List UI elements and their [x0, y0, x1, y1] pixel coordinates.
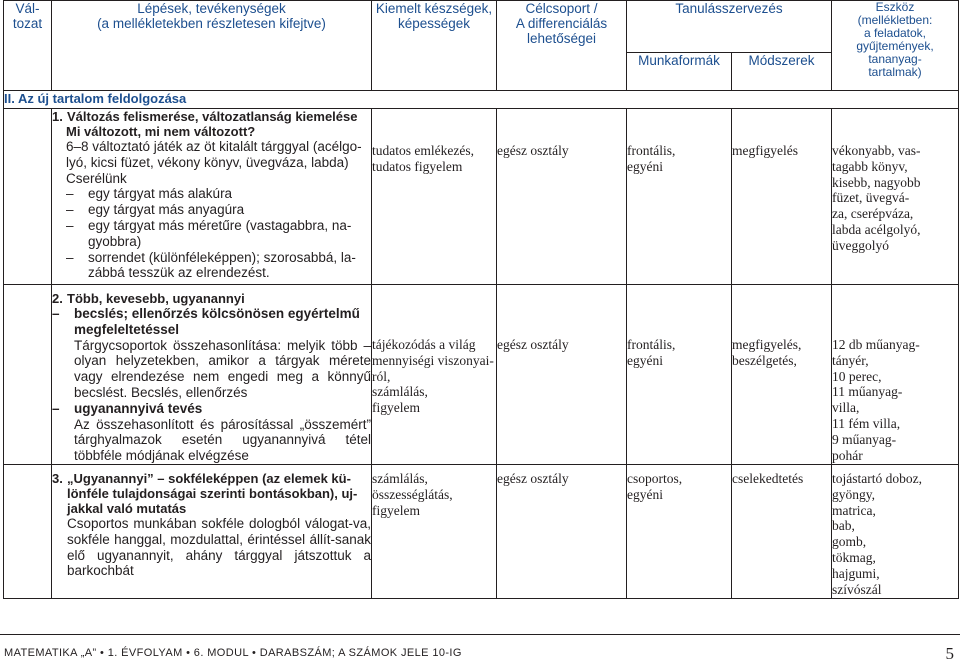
- activity-text: [52, 306, 371, 464]
- keszsegek-cell: tudatos emlékezés, tudatos figyelem: [372, 109, 497, 285]
- munkaformak-cell: frontális, egyéni: [627, 285, 732, 465]
- header-valtozat: Vál- tozat: [4, 1, 52, 91]
- activity-title: „Ugyanannyi” – sokféleképpen (az elemek kü-lönféle tulajdonságai szerinti bontásokban), uj-jakkal való mutatás: [67, 470, 358, 516]
- activity-cell: [52, 285, 372, 465]
- page-footer: [0, 634, 960, 662]
- dash-item: [66, 250, 371, 282]
- activity-number: 1.: [52, 109, 63, 124]
- celcsoport-cell: egész osztály: [497, 109, 627, 285]
- activity-cell: [52, 109, 372, 285]
- eszkoz-cell: vékonyabb, vas- tagabb könyv, kisebb, nagyobb füzet, üvegvá- za, cserépváza, labda acélgolyó, üveggolyó: [832, 109, 959, 285]
- header-keszsegek: Kiemelt készségek, képességek: [372, 1, 497, 91]
- activity-number: 2.: [52, 291, 63, 306]
- celcsoport-cell: egész osztály: [497, 464, 627, 598]
- dash-text: becslés; ellenőrzés kölcsönösen egyértelmű megfeleltetéssel: [74, 306, 360, 337]
- activity-text-line: 6–8 változtató játék az öt kitalált tárggyal (acélgo-: [66, 139, 362, 154]
- header-lepesek: [52, 1, 372, 91]
- activity-text-line: lyó, kicsi füzet, vékony könyv, üvegváza, labda): [66, 154, 349, 170]
- activity-title: Több, kevesebb, ugyanannyi: [67, 291, 245, 306]
- section-title: II. Az új tartalom feldolgozása: [4, 91, 959, 109]
- footer-rule: [0, 634, 960, 635]
- activity-subtitle: Mi változott, mi nem változott?: [66, 124, 256, 139]
- table-row: [4, 464, 959, 598]
- dash-mark: –: [52, 306, 60, 321]
- header-tanulasszervezes: Tanulásszervezés: [627, 1, 832, 53]
- dash-mark: –: [66, 186, 74, 202]
- dash-text: egy tárgyat más anyagúra: [88, 202, 245, 218]
- lesson-plan-table: [3, 0, 959, 599]
- header-celcsoport: Célcsoport / A differenciálás lehetőségei: [497, 1, 627, 91]
- activity-title: Változás felismerése, változatlanság kiemelése: [67, 109, 358, 124]
- celcsoport-cell: egész osztály: [497, 285, 627, 465]
- activity-heading: [52, 291, 371, 306]
- dash-item: [66, 186, 371, 202]
- dash-text: egy tárgyat más méretűre (vastagabbra, na-gyobbra): [88, 217, 352, 249]
- dash-mark: –: [52, 400, 60, 416]
- dash-item: [52, 306, 371, 338]
- footer-text: MATEMATIKA „A” • 1. ÉVFOLYAM • 6. MODUL • DARABSZÁM; A SZÁMOK JELE 10-IG: [4, 647, 462, 659]
- header-eszkoz: Eszköz (mellékletben: a feladatok, gyűjtemények, tananyag- tartalmak): [832, 1, 959, 91]
- dash-mark: –: [66, 202, 74, 218]
- activity-number: 3.: [52, 470, 63, 486]
- eszkoz-cell: tojástartó doboz, gyöngy, matrica, bab, gomb, tökmag, hajgumi, szívószál: [832, 464, 959, 598]
- activity-heading: [52, 471, 371, 516]
- activity-cell: [52, 464, 372, 598]
- dash-text: ugyanannyivá tevés: [74, 400, 203, 416]
- dash-mark: –: [66, 217, 74, 233]
- eszkoz-cell: 12 db műanyag- tányér, 10 perec, 11 műanyag- villa, 11 fém villa, 9 műanyag- pohár: [832, 285, 959, 465]
- modszerek-cell: cselekedtetés: [732, 464, 832, 598]
- munkaformak-cell: csoportos, egyéni: [627, 464, 732, 598]
- header-munkaformak: Munkaformák: [627, 53, 732, 91]
- dash-text: sorrendet (különféleképpen); szorosabbá, la-zábbá tesszük az elrendezést.: [88, 249, 356, 281]
- table-row: [4, 285, 959, 465]
- dash-item: [52, 401, 371, 417]
- activity-text: [52, 139, 371, 281]
- header-lepesek-subtitle: (a mellékletekben részletesen kifejtve): [97, 16, 326, 31]
- dash-item: [66, 218, 371, 250]
- munkaformak-cell: frontális, egyéni: [627, 109, 732, 285]
- activity-text: Csoportos munkában sokféle dologból válogat-va, sokféle hanggal, mozdulattal, érintéssel állít-sanak elő ugyanannyit, ahány tárggyal játszottuk a barkochbát: [67, 515, 371, 579]
- modszerek-cell: megfigyelés, beszélgetés,: [732, 285, 832, 465]
- valtozat-cell: [4, 109, 52, 285]
- header-lepesek-title: Lépések, tevékenységek: [137, 1, 286, 16]
- header-modszerek: Módszerek: [732, 53, 832, 91]
- table-row: [4, 109, 959, 285]
- valtozat-cell: [4, 285, 52, 465]
- activity-text-line: Az összehasonlított és párosítással „összemért” tárghyalmazok esetén ugyanannyivá tétel többféle módjának elvégzése: [74, 416, 371, 464]
- activity-heading: [52, 109, 371, 124]
- modszerek-cell: megfigyelés: [732, 109, 832, 285]
- keszsegek-cell: számlálás, összességlátás, figyelem: [372, 464, 497, 598]
- keszsegek-cell: tájékozódás a világ mennyiségi viszonyai- ról, számlálás, figyelem: [372, 285, 497, 465]
- dash-item: [66, 202, 371, 218]
- activity-text-line: Cserélünk: [66, 170, 127, 186]
- valtozat-cell: [4, 464, 52, 598]
- dash-mark: –: [66, 249, 74, 265]
- page-number: 5: [945, 644, 954, 663]
- dash-text: egy tárgyat más alakúra: [88, 186, 233, 202]
- activity-text-line: Tárgycsoportok összehasonlítása: melyik több – olyan helyzetekben, amikor a tárgyak mérete vagy elrendezése nem engedi meg a könnyű becslést. Becslés, ellenőrzés: [74, 337, 371, 400]
